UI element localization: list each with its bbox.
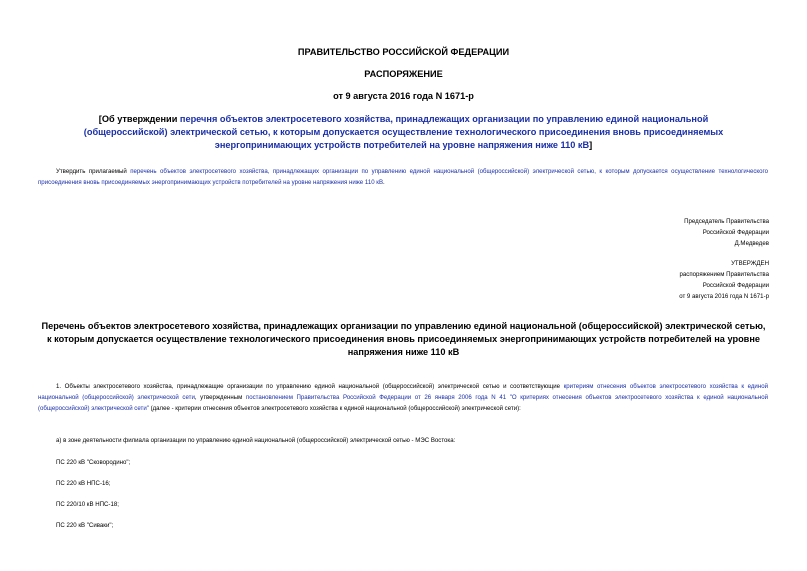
criteria-link[interactable]: критериям отнесения объектов электросетевого хозяйства к единой национальной (общероссийской) электрической сети (38, 383, 768, 401)
approval-line-2: Российской Федерации (702, 282, 769, 289)
list-item: ПС 220 кВ "Сковородино"; (56, 459, 131, 466)
title-open: [Об утверждении (98, 114, 180, 124)
p2-part-2: , утвержденным (194, 394, 246, 401)
list-item: а) в зоне деятельности филиала организации по управлению единой национальной (общероссийской) электрической сетью - МЭС Востока: (56, 437, 456, 444)
list-title: Перечень объектов электросетевого хозяйства, принадлежащих организации по управлению единой национальной (общероссийской) электрической сетью, к которым допускается осуществление технологического присоединения вновь присоединяемых энергопринимающих устройств потребителей на уровне напряжения ниже 110 кВ (41, 321, 766, 357)
p2-part-1: 1. Объекты электросетевого хозяйства, принадлежащие организации по управлению единой национальной (общероссийской) электрической сетью и соответствующие (56, 383, 564, 390)
resolution-link[interactable]: постановлением Правительства Российской Федерации от 26 января 2006 года N 41 "О критериях отнесения объектов электросетевого хозяйства к единой национальной (общероссийской) электрической сети" (38, 394, 769, 412)
document-type-heading: РАСПОРЯЖЕНИЕ (364, 69, 443, 79)
order-link[interactable]: перечень объектов электросетевого хозяйства, принадлежащих организации по управлению единой национальной (общероссийской) электрической сетью, к которым допускается осуществление технологического присоединения вновь присоединяемых энергопринимающих устройств потребителей на уровне напряжения ниже 110 кВ (38, 168, 768, 186)
approval-block (469, 258, 769, 302)
document-date-number: от 9 августа 2016 года N 1671-р (333, 91, 474, 101)
approval-label: УТВЕРЖДЕН (731, 260, 769, 267)
order-suffix: . (383, 179, 385, 186)
approval-line-3: от 9 августа 2016 года N 1671-р (679, 293, 769, 300)
title-link[interactable]: перечня объектов электросетевого хозяйства, принадлежащих организации по управлению единой национальной (общероссийской) электрической сетью, к которым допускается осуществление технологического присоединения вновь присоединяемых энергопринимающих устройств потребителей на уровне напряжения ниже 110 кВ (83, 114, 724, 150)
list-item: ПС 220 кВ НПС-16; (56, 480, 111, 487)
list-item: ПС 220/10 кВ НПС-18; (56, 501, 119, 508)
order-paragraph (38, 166, 768, 188)
government-heading: ПРАВИТЕЛЬСТВО РОССИЙСКОЙ ФЕДЕРАЦИИ (297, 47, 510, 57)
p2-part-3: (далее - критерии отнесения объектов электросетевого хозяйства к единой национальной (общероссийской) электрической сети): (148, 405, 521, 412)
signature-position-2: Российской Федерации (702, 229, 769, 236)
title-close: ] (589, 140, 593, 150)
signature-name: Д.Медведев (734, 240, 769, 247)
order-prefix: Утвердить прилагаемый (56, 168, 131, 175)
signature-position-1: Председатель Правительства (684, 218, 769, 225)
approval-line-1: распоряжением Правительства (679, 271, 769, 278)
signature-block (469, 216, 769, 249)
list-item: ПС 220 кВ "Сиваки"; (56, 522, 114, 529)
document-title (80, 113, 727, 152)
list-paragraph-1 (38, 381, 768, 414)
